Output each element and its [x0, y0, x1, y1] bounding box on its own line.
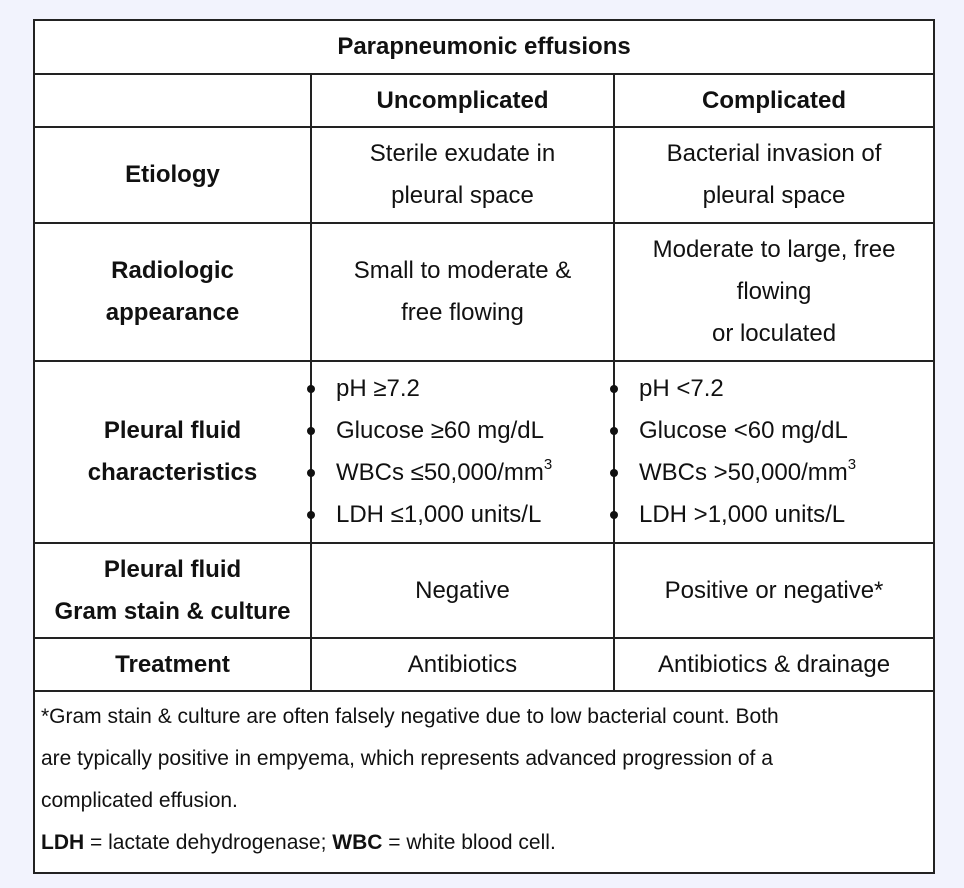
- bullet-list-complicated: [615, 368, 933, 536]
- label-line: Pleural fluid: [103, 417, 242, 444]
- bullet-text: pH <7.2: [639, 375, 724, 402]
- bullet-text: Glucose ≥60 mg/dL: [336, 417, 544, 444]
- cell-line: Small to moderate &: [353, 257, 572, 284]
- table-row-etiology: [34, 127, 934, 223]
- cell-treatment-complicated: [614, 638, 934, 691]
- label-line: characteristics: [87, 459, 258, 486]
- footnote-line: *Gram stain & culture are often falsely negative due to low bacterial count. Both: [41, 705, 779, 728]
- table-row-treatment: [34, 638, 934, 691]
- footnote: [34, 691, 934, 873]
- table-title: Parapneumonic effusions: [34, 20, 934, 74]
- cell-gram-complicated: [614, 543, 934, 638]
- list-item: [615, 452, 933, 494]
- bullet-list-uncomplicated: [312, 368, 613, 536]
- bullet-icon: [610, 511, 618, 519]
- footnote-row: [34, 691, 934, 873]
- footnote-line: complicated effusion.: [41, 789, 238, 812]
- bullet-icon: [610, 427, 618, 435]
- abbrev-def: = lactate dehydrogenase;: [84, 831, 333, 854]
- footnote-line: are typically positive in empyema, which represents advanced progression of a: [41, 747, 773, 770]
- table-row-radiologic: [34, 223, 934, 361]
- abbrev-term: WBC: [332, 831, 383, 854]
- bullet-text: WBCs ≤50,000/mm: [336, 459, 544, 486]
- list-item: [615, 410, 933, 452]
- cell-line: or loculated: [711, 320, 837, 347]
- header-uncomplicated: Uncomplicated: [311, 74, 614, 127]
- cell-line: Antibiotics: [407, 650, 518, 678]
- bullet-text: Glucose <60 mg/dL: [639, 417, 848, 444]
- cell-line: pleural space: [702, 182, 846, 209]
- abbreviations-line: [41, 822, 927, 864]
- label-line: Radiologic: [111, 257, 234, 284]
- cell-line: Positive or negative*: [664, 576, 884, 604]
- bullet-text: WBCs >50,000/mm: [639, 459, 848, 486]
- header-empty-cell: [34, 74, 311, 127]
- bullet-text: LDH ≤1,000 units/L: [336, 501, 542, 528]
- abbrev-term: LDH: [41, 831, 85, 854]
- list-item: [312, 494, 613, 536]
- bullet-icon: [610, 469, 618, 477]
- bullet-icon: [307, 511, 315, 519]
- table-row-fluid-characteristics: [34, 361, 934, 543]
- cell-fluid-uncomplicated: [311, 361, 614, 543]
- bullet-text: LDH >1,000 units/L: [639, 501, 846, 528]
- cell-line: Sterile exudate in: [369, 140, 556, 167]
- cell-line: Moderate to large, free: [652, 236, 896, 263]
- bullet-icon: [307, 469, 315, 477]
- cell-gram-uncomplicated: [311, 543, 614, 638]
- bullet-icon: [610, 385, 618, 393]
- list-item: [615, 368, 933, 410]
- abbrev-def: = white blood cell.: [382, 831, 556, 854]
- header-complicated: Complicated: [614, 74, 934, 127]
- cell-line: free flowing: [401, 299, 524, 326]
- label-line: Pleural fluid: [103, 555, 242, 583]
- row-label-etiology: [34, 127, 311, 223]
- label-line: appearance: [105, 299, 240, 326]
- list-item: [312, 452, 613, 494]
- parapneumonic-effusions-table: [33, 19, 935, 874]
- cell-line: Bacterial invasion of: [666, 140, 882, 167]
- cell-line: Antibiotics & drainage: [657, 650, 891, 678]
- superscript: 3: [543, 456, 553, 473]
- cell-etiology-complicated: [614, 127, 934, 223]
- cell-line: Negative: [415, 576, 510, 604]
- label-line: Gram stain & culture: [54, 597, 291, 625]
- cell-etiology-uncomplicated: [311, 127, 614, 223]
- cell-line: flowing: [736, 278, 812, 305]
- bullet-icon: [307, 385, 315, 393]
- cell-radiologic-complicated: [614, 223, 934, 361]
- row-label-radiologic: [34, 223, 311, 361]
- cell-treatment-uncomplicated: [311, 638, 614, 691]
- superscript: 3: [847, 456, 857, 473]
- row-label-fluid-characteristics: [34, 361, 311, 543]
- header-row: [34, 74, 934, 127]
- bullet-text: pH ≥7.2: [336, 375, 420, 402]
- label-line: Treatment: [115, 650, 230, 678]
- cell-line: pleural space: [391, 182, 534, 209]
- row-label-treatment: [34, 638, 311, 691]
- cell-fluid-complicated: [614, 361, 934, 543]
- list-item: [312, 410, 613, 452]
- list-item: [312, 368, 613, 410]
- bullet-icon: [307, 427, 315, 435]
- label-line: Etiology: [125, 161, 220, 188]
- parapneumonic-effusions-table-container: [33, 19, 933, 874]
- row-label-gram-stain: [34, 543, 311, 638]
- list-item: [615, 494, 933, 536]
- table-row-gram-stain: [34, 543, 934, 638]
- cell-radiologic-uncomplicated: [311, 223, 614, 361]
